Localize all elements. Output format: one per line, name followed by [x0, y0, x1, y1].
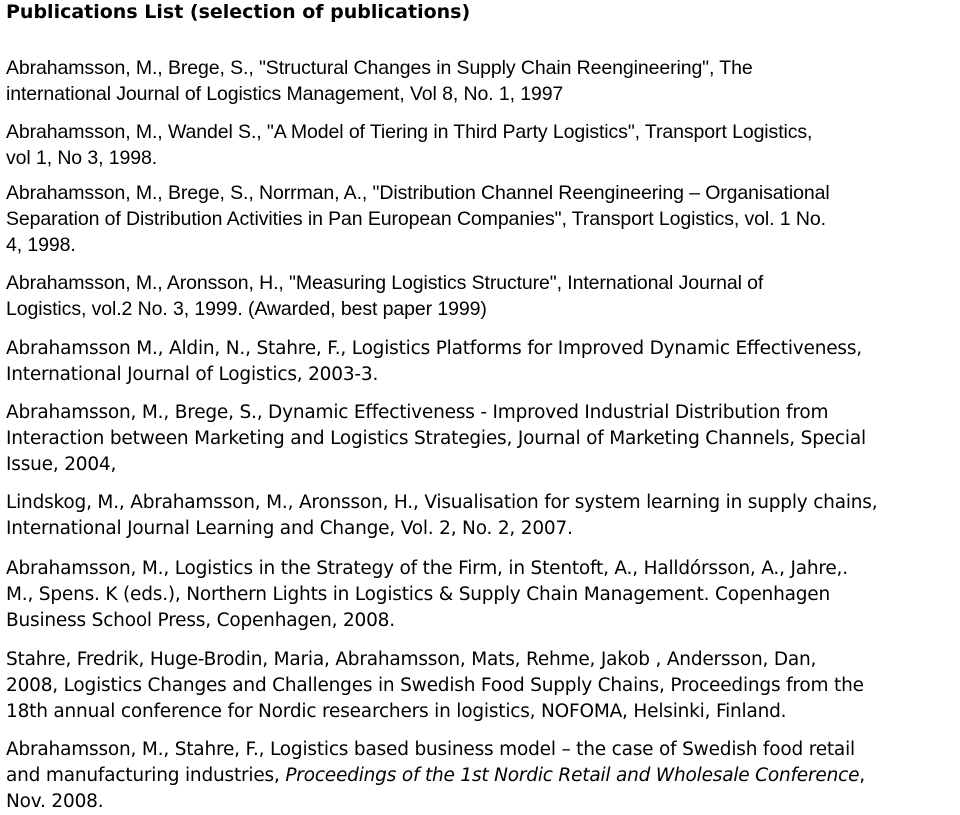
publication-entry — [6, 737, 952, 815]
page-title: Publications List (selection of publications) — [6, 1, 471, 23]
entry-line: M., Spens. K (eds.), Northern Lights in Logistics & Supply Chain Management. Copenhagen — [6, 584, 830, 605]
entry-line — [6, 763, 952, 789]
publication-entry — [6, 180, 952, 258]
entry-line: Lindskog, M., Abrahamsson, M., Aronsson, H., Visualisation for system learning in supply chains, — [6, 492, 878, 513]
proceedings-title: Proceedings of the 1st Nordic Retail and Wholesale Conference — [285, 765, 860, 786]
publication-entry — [6, 556, 952, 634]
entry-line: Nov. 2008. — [6, 791, 104, 812]
publication-entry — [6, 490, 952, 542]
entry-line: Abrahamsson, M., Brege, S., "Structural Changes in Supply Chain Reengineering", The — [6, 57, 753, 79]
publication-entry — [6, 270, 952, 322]
entry-line: Business School Press, Copenhagen, 2008. — [6, 610, 395, 631]
entry-line: Abrahamsson, M., Brege, S., Norrman, A., "Distribution Channel Reengineering – Organisational — [6, 182, 830, 204]
publication-entry — [6, 119, 952, 171]
entry-line: International Journal of Logistics, 2003-3. — [6, 364, 379, 385]
entry-line: 18th annual conference for Nordic researchers in logistics, NOFOMA, Helsinki, Finland. — [6, 701, 787, 722]
entry-text: , — [859, 765, 865, 786]
entry-line: Abrahamsson, M., Logistics in the Strategy of the Firm, in Stentoft, A., Halldórsson, A., Jahre,. — [6, 558, 848, 579]
publication-entry — [6, 336, 952, 388]
entry-line: Issue, 2004, — [6, 454, 117, 475]
entry-line: Stahre, Fredrik, Huge-Brodin, Maria, Abrahamsson, Mats, Rehme, Jakob , Andersson, Dan, — [6, 649, 817, 670]
entry-line: vol 1, No 3, 1998. — [6, 147, 158, 169]
entry-line: Abrahamsson, M., Stahre, F., Logistics based business model – the case of Swedish food retail — [6, 739, 855, 760]
publication-entry — [6, 400, 952, 478]
entry-line: Interaction between Marketing and Logistics Strategies, Journal of Marketing Channels, Special — [6, 428, 866, 449]
entry-line: Logistics, vol.2 No. 3, 1999. (Awarded, best paper 1999) — [6, 298, 487, 320]
entry-line: Abrahamsson M., Aldin, N., Stahre, F., Logistics Platforms for Improved Dynamic Effectiveness, — [6, 338, 862, 359]
publication-entry — [6, 55, 952, 107]
entry-line: 2008, Logistics Changes and Challenges in Swedish Food Supply Chains, Proceedings from the — [6, 675, 864, 696]
entry-line: Abrahamsson, M., Aronsson, H., "Measuring Logistics Structure", International Journal of — [6, 272, 764, 294]
publication-entry — [6, 647, 952, 725]
entry-text: and manufacturing industries, — [6, 765, 286, 786]
entry-line: Abrahamsson, M., Wandel S., "A Model of Tiering in Third Party Logistics", Transport Logistics, — [6, 121, 813, 143]
entry-line: Abrahamsson, M., Brege, S., Dynamic Effectiveness - Improved Industrial Distribution from — [6, 402, 829, 423]
entry-line: International Journal Learning and Change, Vol. 2, No. 2, 2007. — [6, 518, 573, 539]
entry-line: Separation of Distribution Activities in Pan European Companies", Transport Logistics, vol. 1 No. — [6, 208, 826, 230]
entry-line: international Journal of Logistics Management, Vol 8, No. 1, 1997 — [6, 83, 564, 105]
entry-line: 4, 1998. — [6, 234, 76, 256]
